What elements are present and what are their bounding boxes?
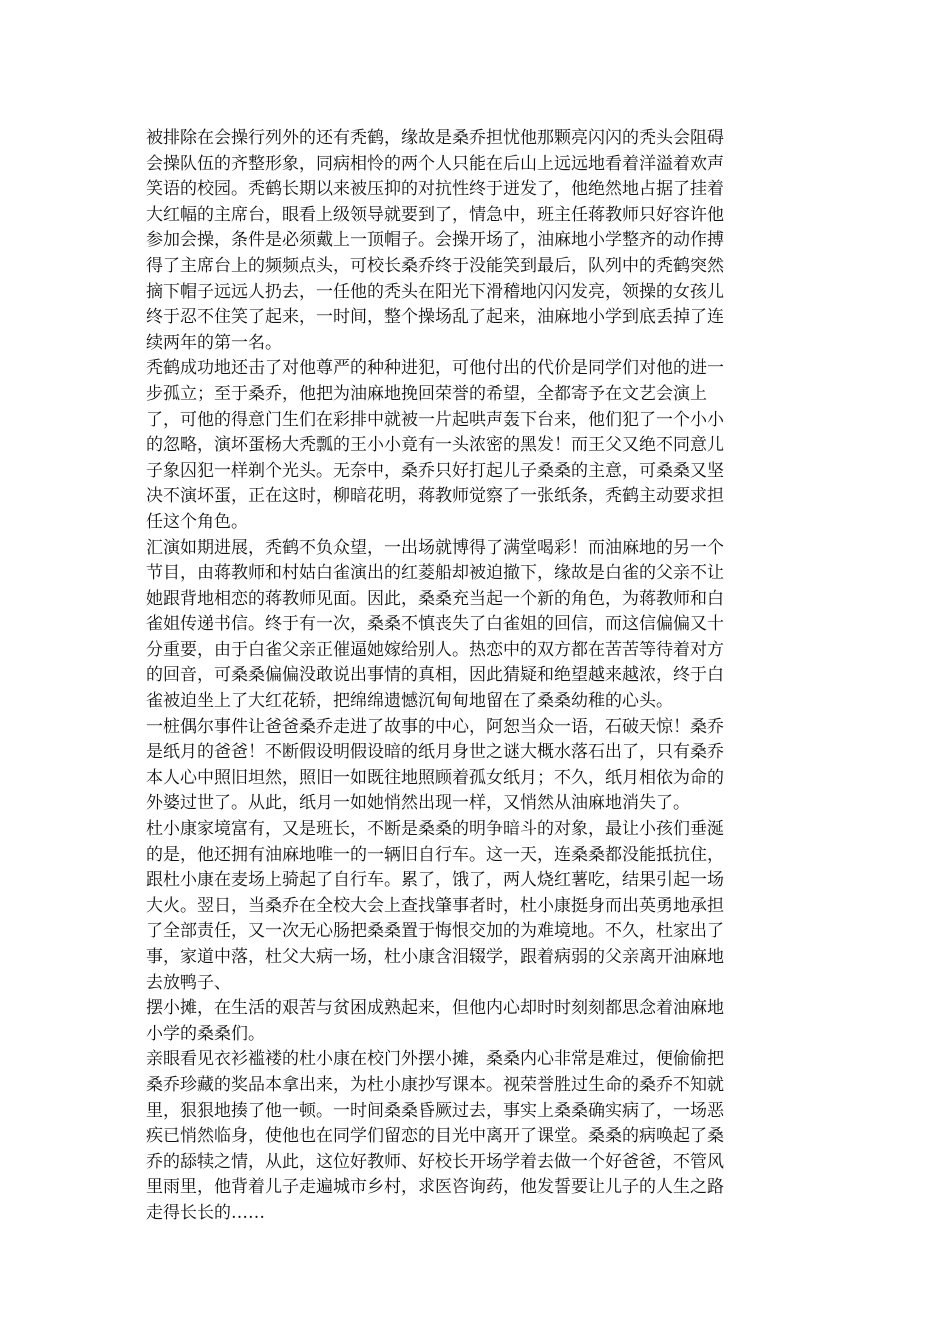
text-line: 得了主席台上的频频点头，可校长桑乔终于没能笑到最后，队列中的秃鹤突然 — [146, 255, 724, 276]
paragraph — [146, 356, 806, 535]
text-line: 步孤立；至于桑乔，他把为油麻地挽回荣誉的希望，全都寄予在文艺会演上 — [146, 383, 707, 404]
text-line: 摘下帽子远远人扔去，一任他的秃头在阳光下滑稽地闪闪发亮，领操的女孩儿 — [146, 281, 724, 302]
text-line: 被排除在会操行列外的还有秃鹤，缘故是桑乔担忧他那颗亮闪闪的秃头会阻碍 — [146, 128, 724, 148]
text-line: 亲眼看见衣衫褴褛的杜小康在校门外摆小摊，桑桑内心非常是难过，便偷偷把 — [146, 1049, 724, 1070]
paragraph — [146, 715, 806, 817]
text-line: 事，家道中落，杜父大病一场，杜小康含泪辍学，跟着病弱的父亲离开油麻地 — [146, 947, 724, 967]
paragraph — [146, 1047, 806, 1226]
text-line: 本人心中照旧坦然，照旧一如既往地照顾着孤女纸月；不久，纸月相依为命的 — [146, 767, 724, 788]
text-line: 大红幅的主席台，眼看上级领导就要到了，情急中，班主任蒋教师只好容许他 — [146, 204, 724, 225]
text-line: 走得长长的…… — [146, 1202, 265, 1223]
text-line: 里雨里，他背着儿子走遍城市乡村，求医咨询药，他发誓要让儿子的人生之路 — [146, 1177, 724, 1198]
text-line: 雀被迫坐上了大红花轿，把绵绵遗憾沉甸甸地留在了桑桑幼稚的心头。 — [146, 691, 673, 712]
text-line: 分重要，由于白雀父亲正催逼她嫁给别人。热恋中的双方都在苦苦等待着对方 — [146, 639, 724, 660]
text-line: 是纸月的爸爸！不断假设明假设暗的纸月身世之谜大概水落石出了，只有桑乔 — [146, 742, 724, 763]
text-line: 的回音，可桑桑偏偏没敢说出事情的真相，因此猜疑和绝望越来越浓，终于白 — [146, 665, 724, 686]
text-line: 一桩偶尔事件让爸爸桑乔走进了故事的中心，阿恕当众一语，石破天惊！桑乔 — [146, 716, 724, 737]
text-line: 雀姐传递书信。终于有一次，桑桑不慎丧失了白雀姐的回信，而这信偏偏又十 — [146, 614, 724, 635]
text-line: 乔的舔犊之情，从此，这位好教师、好校长开场学着去做一个好爸爸，不管风 — [146, 1151, 724, 1172]
text-line: 摆小摊，在生活的艰苦与贫困成熟起来，但他内心却时时刻刻都思念着油麻地 — [146, 998, 724, 1019]
text-line: 会操队伍的齐整形象，同病相怜的两个人只能在后山上远远地看着洋溢着欢声 — [146, 153, 724, 174]
paragraph — [146, 817, 806, 996]
text-line: 笑语的校园。秃鹤长期以来被压抑的对抗性终于迸发了，他绝然地占据了挂着 — [146, 179, 724, 200]
text-line: 续两年的第一名。 — [146, 332, 282, 353]
text-line: 外婆过世了。从此，纸月一如她悄然出现一样，又悄然从油麻地消失了。 — [146, 793, 690, 814]
text-line: 她跟背地相恋的蒋教师见面。因此，桑桑充当起一个新的角色，为蒋教师和白 — [146, 588, 724, 609]
text-line: 里，狠狠地揍了他一顿。一时间桑桑昏厥过去，事实上桑桑确实病了，一场恶 — [146, 1100, 724, 1121]
text-line: 参加会操，条件是必须戴上一顶帽子。会操开场了，油麻地小学整齐的动作搏 — [146, 230, 724, 251]
text-line: 任这个角色。 — [146, 511, 248, 532]
text-line: 跟杜小康在麦场上骑起了自行车。累了，饿了，两人烧红薯吃，结果引起一场 — [146, 870, 724, 891]
text-line: 疾已悄然临身，使他也在同学们留恋的目光中离开了课堂。桑桑的病唤起了桑 — [146, 1126, 724, 1147]
text-line: 去放鸭子、 — [146, 972, 231, 993]
text-line: 杜小康家境富有，又是班长，不断是桑桑的明争暗斗的对象，最让小孩们垂涎 — [146, 819, 724, 840]
text-line: 小学的桑桑们。 — [146, 1023, 265, 1044]
text-line: 了全部责任，又一次无心肠把桑桑置于悔恨交加的为难境地。不久，杜家出了 — [146, 921, 724, 942]
paragraph — [146, 996, 806, 1047]
paragraph — [146, 126, 806, 356]
text-line: 了，可他的得意门生们在彩排中就被一片起哄声轰下台来，他们犯了一个小小 — [146, 409, 724, 430]
text-line: 大火。翌日，当桑乔在全校大会上查找肇事者时，杜小康挺身而出英勇地承担 — [146, 895, 724, 916]
text-line: 终于忍不住笑了起来，一时间，整个操场乱了起来，油麻地小学到底丢掉了连 — [146, 307, 724, 328]
text-line: 决不演坏蛋，正在这时，柳暗花明，蒋教师觉察了一张纸条，秃鹤主动要求担 — [146, 486, 724, 507]
text-line: 的忽略，演坏蛋杨大秃瓢的王小小竟有一头浓密的黑发！而王父又绝不同意儿 — [146, 435, 724, 456]
text-line: 秃鹤成功地还击了对他尊严的种种进犯，可他付出的代价是同学们对他的进一 — [146, 358, 724, 379]
text-line: 桑乔珍藏的奖品本拿出来，为杜小康抄写课本。视荣誉胜过生命的桑乔不知就 — [146, 1074, 724, 1095]
paragraph — [146, 536, 806, 715]
text-line: 的是，他还拥有油麻地唯一的一辆旧自行车。这一天，连桑桑都没能抵抗住， — [146, 844, 724, 865]
text-line: 节目，由蒋教师和村姑白雀演出的红菱船却被迫撤下，缘故是白雀的父亲不让 — [146, 563, 724, 584]
document-body — [146, 126, 806, 1227]
text-line: 子象囚犯一样剃个光头。无奈中，桑乔只好打起儿子桑桑的主意，可桑桑又坚 — [146, 460, 724, 481]
text-line: 汇演如期进展，秃鹤不负众望，一出场就博得了满堂喝彩！而油麻地的另一个 — [146, 537, 724, 558]
